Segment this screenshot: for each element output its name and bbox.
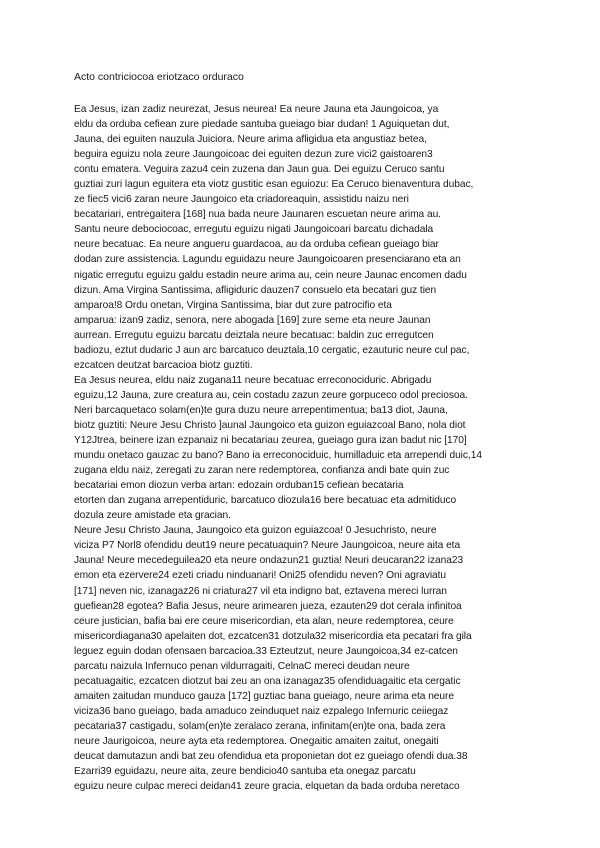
- text-line: emon eta ezervere24 ezeti criadu ninduanari! Oni25 ofendidu neven? Oni agraviatu: [74, 570, 447, 582]
- text-line: Jauna, dei eguiten nauzula Juiciora. Neure arima afligidua eta angustiaz betea,: [74, 134, 427, 146]
- text-line: leguez eguin dodan ofensaen barcacioa.33 Ezteutzut, neure Jaungoicoa,34 ez-catcen: [74, 645, 458, 657]
- text-line: Ea Jesus neurea, eldu naiz zugana11 neure becatuac erreconociduric. Abrigadu: [74, 374, 432, 386]
- text-line: dodan zure assistencia. Lagundu eguidazu neure Jaungoicoaren presenciarano eta an: [74, 254, 461, 266]
- text-line: zugana eldu naiz, zeregati zu zaran nere redemptorea, confianza andi bate quin zuc: [74, 465, 450, 477]
- text-line: misericordiagana30 apelaiten dot, ezcatcen31 dotzula32 misericordia eta pecatari fra gila: [74, 630, 472, 642]
- text-line: neure Jaurigoicoa, neure ayta eta redemptorea. Onegaitic amaiten zaitut, onegaiti: [74, 735, 439, 747]
- text-line: [171] neven nic, izanagaz26 ni criatura27 vil eta indigno bat, eztavena mereci lurran: [74, 585, 447, 597]
- text-line: biotz guztiti: Neure Jesu Christo ]aunal Jaungoico eta guizon eguiazcoal Bano, nola diot: [74, 419, 466, 431]
- text-line: eguizu,12 Jauna, zure creatura au, cein costadu zazun zeure gorpuceco odol preciosoa.: [74, 389, 468, 401]
- text-line: dizun. Ama Virgina Santissima, afligiduric dauzen7 consuelo eta becatari guz tien: [74, 284, 437, 296]
- document-title: Acto contriciocoa eriotzaco orduraco: [74, 71, 244, 83]
- text-line: ceure justician, bafia bai ere ceure misericordian, eta alan, neure redemptorea, ceure: [74, 615, 454, 627]
- text-line: pecataria37 castigadu, solam(en)te zeralaco zerana, infinitam(en)te ona, bada zera: [74, 720, 446, 732]
- text-line: ezcatcen deutzat barcacioa biotz guztiti.: [74, 359, 253, 371]
- document-body: [74, 102, 534, 794]
- text-line: dozula zeure amistade eta gracian.: [74, 510, 231, 522]
- text-line: neure becatuac. Ea neure angueru guardacoa, au da orduba cefiean gueiago biar: [74, 239, 439, 251]
- text-line: amparoa!8 Ordu onetan, Virgina Santissima, biar dut zure patrocifio eta: [74, 299, 392, 311]
- text-line: Y12Jtrea, beinere izan ezpanaiz ni becatariau zeurea, gueiago gura izan badut nic [170]: [74, 435, 467, 447]
- text-line: Ezarri39 eguidazu, neure aita, zeure bendicio40 santuba eta onegaz parcatu: [74, 766, 416, 778]
- text-line: amaiten zaitudan munduco gauza [172] guztiac bana gueiago, neure arima eta neure: [74, 690, 454, 702]
- text-line: guztiai zuri lagun eguitera eta viotz gustitic esan eguiozu: Ea Ceruco bienaventura dubac,: [74, 179, 474, 191]
- text-line: Neri barcaquetaco solam(en)te gura duzu neure arrepentimentua; ba13 diot, Jauna,: [74, 404, 448, 416]
- text-line: mundu onetaco gauzac zu bano? Bano ia erreconociduic, humilladuic eta arrependi duic,14: [74, 450, 482, 462]
- text-line: Santu neure debociocoac, erregutu eguizu nigati Jaungoicoari barcatu dichadala: [74, 224, 434, 236]
- text-line: contu ematera. Veguira zazu4 cein zuzena dan Jaun gua. Dei eguizu Ceruco santu: [74, 164, 445, 176]
- text-line: aurrean. Erregutu eguizu barcatu deiztala neure becatuac: baldin zuc erregutcen: [74, 329, 434, 341]
- text-line: guefiean28 egotea? Bafia Jesus, neure arimearen jueza, ezauten29 dot cerala infinitoa: [74, 600, 462, 612]
- text-line: becatariai emon diozun verba artan: edozain orduban15 cefiean becataria: [74, 480, 404, 492]
- text-line: Ea Jesus, izan zadiz neurezat, Jesus neurea! Ea neure Jauna eta Jaungoicoa, ya: [74, 104, 439, 115]
- text-line: ze fiec5 vici6 zaran neure Jaungoico eta criadoreaquin, assistidu naizu neri: [74, 194, 409, 206]
- text-line: deucat damutazun andi bat zeu ofendidua eta proponietan dot ez gueiago ofendi dua.38: [74, 751, 468, 763]
- text-line: etorten dan zugana arrepentiduric, barcatuco diozula16 bere becatuac eta admitiduco: [74, 495, 457, 507]
- text-line: viciza36 bano gueiago, bada amaduco zeinduquet naiz ezpalego Infernuric ceiiegaz: [74, 705, 449, 717]
- text-line: amparua: izan9 zadiz, senora, nere abogada [169] zure seme eta neure Jaunan: [74, 314, 431, 326]
- text-line: becatariari, entregaitera [168] nua bada neure Jaunaren escuetan neure arima au.: [74, 209, 441, 221]
- text-line: parcatu naizula Infernuco penan vildurragaiti, CelnaC mereci deudan neure: [74, 660, 410, 672]
- text-line: badiozu, eztut dudaric J aun arc barcatuco deuztala,10 cergatic, ezauturic neure cul pac,: [74, 344, 470, 356]
- text-line: beguira eguizu nola zeure Jaungoicoac dei eguiten dezun zure vici2 gaistoaren3: [74, 149, 433, 161]
- text-line: pecatuagaitic, ezcatcen diotzut bai zeu an ona izanagaz35 ofendiduagaitic eta cergatic: [74, 675, 461, 687]
- text-line: Jauna! Neure mecedeguilea20 eta neure ondazun21 guztia! Neuri deucaran22 izana23: [74, 555, 464, 567]
- text-line: nigatic erregutu eguizu galdu estadin neure arima au, cein neure Jaunac encomen dadu: [74, 269, 467, 281]
- text-line: eldu da orduba cefiean zure piedade santuba gueiago biar dudan! 1 Aguiquetan dut,: [74, 119, 450, 131]
- text-line: Neure Jesu Christo Jauna, Jaungoico eta guizon eguiazcoa! 0 Jesuchristo, neure: [74, 525, 437, 537]
- text-line: viciza P7 Norl8 ofendidu deut19 neure pecatuaquin? Neure Jaungoicoa, neure aita eta: [74, 540, 461, 552]
- text-line: eguizu neure culpac mereci deidan41 zeure gracia, elquetan da bada orduba neretaco: [74, 781, 460, 793]
